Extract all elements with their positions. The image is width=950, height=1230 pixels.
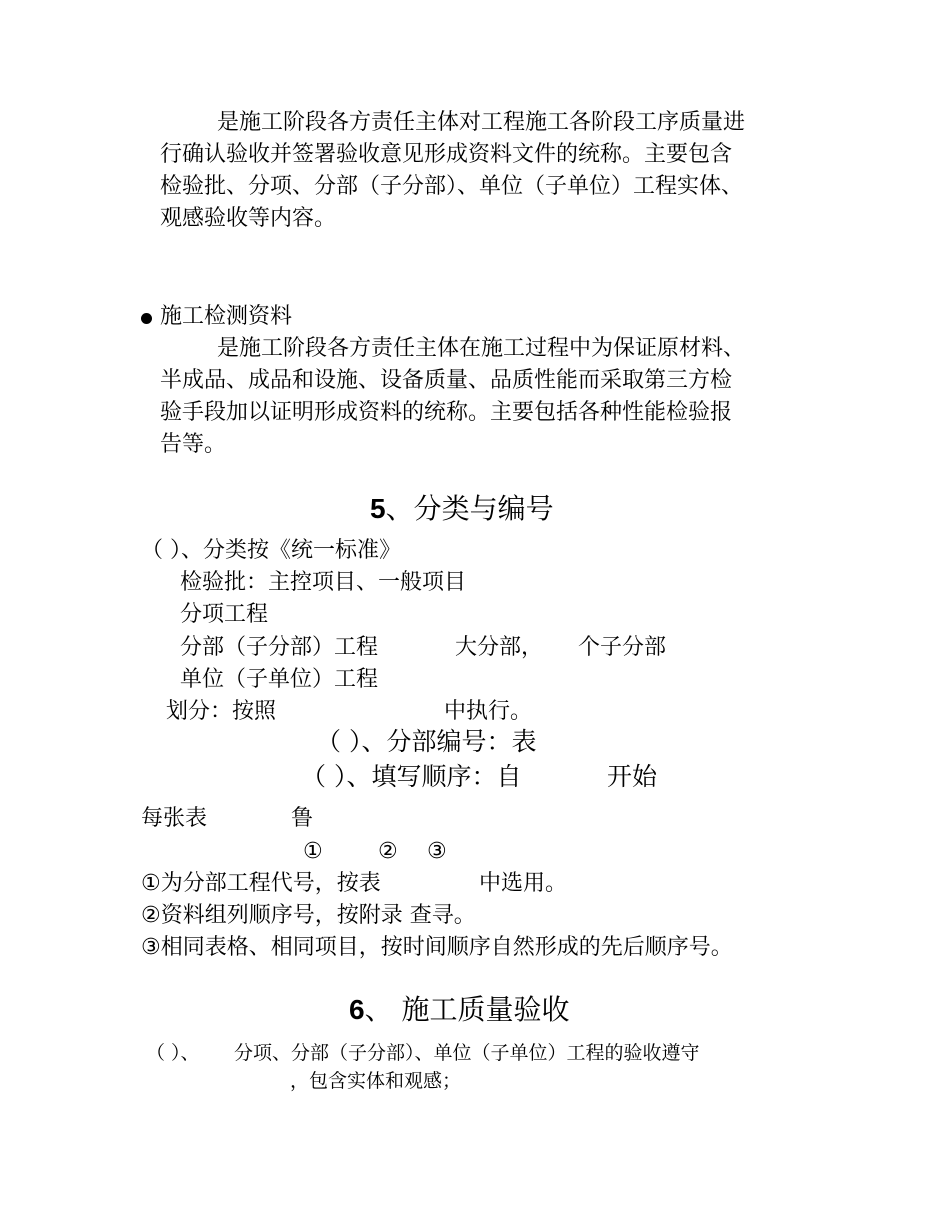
- section6-heading: [349, 992, 569, 1028]
- section6-line2: ，包含实体和观感；: [290, 1070, 462, 1092]
- division-label: 划分：按照: [166, 699, 277, 724]
- acceptance-line-1: 是施工阶段各方责任主体对工程施工各阶段工序质量进: [217, 110, 746, 135]
- section5-title: 、分类与编号: [385, 492, 554, 525]
- section5-number: 5: [370, 493, 386, 524]
- testing-line-4: 告等。: [160, 432, 227, 457]
- section6-line1-prefix: （ ）、: [146, 1042, 200, 1064]
- mark-2: ②: [378, 839, 398, 864]
- classify-item-3: 分部（子分部）工程: [180, 635, 379, 660]
- lu-text: 鲁: [291, 806, 314, 831]
- sub-division-text: 个子分部: [578, 635, 667, 660]
- section6-line1-text: 分项、分部（子分部）、单位（子单位）工程的验收遵守: [234, 1042, 700, 1064]
- section6-number: 6: [349, 994, 365, 1025]
- note-1a: ①为分部工程代号，按表: [141, 871, 381, 896]
- acceptance-line-4: 观感验收等内容。: [160, 206, 337, 231]
- each-table-text: 每张表: [141, 806, 208, 831]
- testing-line-1: 是施工阶段各方责任主体在施工过程中为保证原材料、: [217, 336, 746, 361]
- classify-item-4: 单位（子单位）工程: [180, 667, 379, 692]
- note-3: ③相同表格、相同项目，按时间顺序自然形成的先后顺序号。: [141, 935, 733, 960]
- division-tail: 中执行。: [444, 699, 533, 724]
- acceptance-line-3: 检验批、分项、分部（子分部）、单位（子单位）工程实体、: [160, 174, 744, 199]
- mark-3: ③: [427, 839, 447, 864]
- order-heading-a: （ ）、填写顺序：自: [301, 762, 522, 791]
- numbering-heading: （ ）、分部编号：表: [316, 727, 537, 756]
- bullet-icon: [141, 313, 152, 324]
- note-2: ②资料组列顺序号，按附录 查寻。: [141, 903, 476, 928]
- testing-line-2: 半成品、成品和设施、设备质量、品质性能而采取第三方检: [160, 368, 733, 393]
- testing-line-3: 验手段加以证明形成资料的统称。主要包括各种性能检验报: [160, 400, 733, 425]
- classify-heading: （ ）、分类按《统一标准》: [141, 538, 401, 563]
- order-heading-b: 开始: [607, 762, 658, 791]
- section6-title: 、 施工质量验收: [364, 993, 570, 1026]
- classify-item-2: 分项工程: [180, 602, 269, 627]
- note-1b: 中选用。: [479, 871, 568, 896]
- testing-title: 施工检测资料: [160, 304, 293, 329]
- acceptance-line-2: 行确认验收并签署验收意见形成资料文件的统称。主要包含: [160, 142, 733, 167]
- big-division-text: 大分部，: [455, 635, 544, 660]
- mark-1: ①: [303, 839, 323, 864]
- section5-heading: [370, 491, 554, 527]
- classify-item-1: 检验批：主控项目、一般项目: [180, 570, 467, 595]
